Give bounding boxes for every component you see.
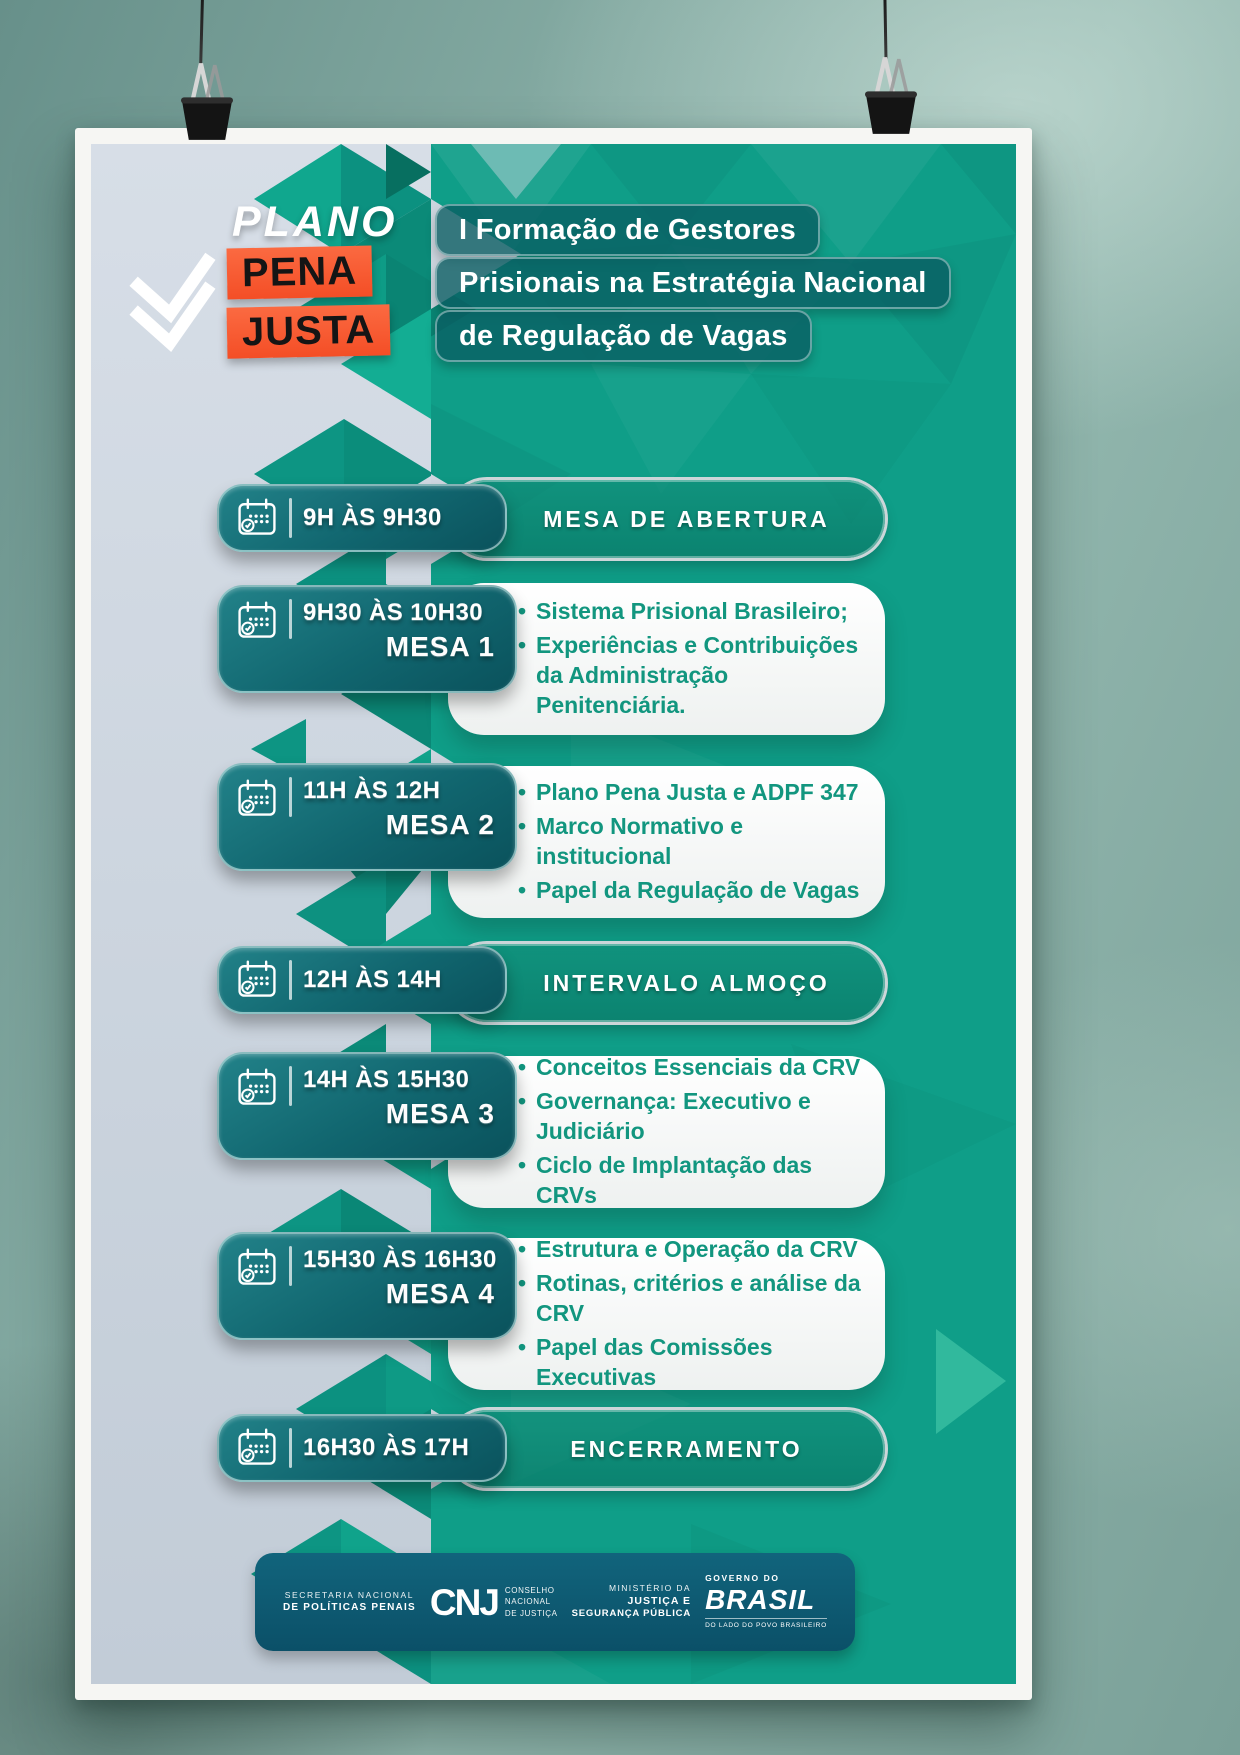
binder-clip-left [168,56,246,144]
session-topic: • Ciclo de Implantação das CRVs [518,1151,867,1211]
ministerio-line2: JUSTIÇA E [627,1594,691,1607]
footer-governo-brasil [705,1574,827,1630]
session-topic: • Plano Pena Justa e ADPF 347 [518,778,867,808]
session-topic: • Marco Normativo e institucional [518,812,867,872]
governo-line1: GOVERNO DO [705,1573,780,1584]
title-line-2: Prisionais na Estratégia Nacional [435,257,951,309]
session-topic: • Estrutura e Operação da CRV [518,1235,867,1265]
footer-secretaria [283,1590,416,1615]
session-topic: • Governança: Executivo e Judiciário [518,1087,867,1147]
pill-divider [289,777,292,817]
footer-cnj-logo [429,1581,558,1623]
cnj-wordmark [505,1585,558,1619]
session-time: 14H ÀS 15H30 [303,1066,470,1093]
cnj-line1: CONSELHO [504,1586,555,1596]
pill-divider [289,960,292,1000]
footer-secretaria-line1: SECRETARIA NACIONAL [284,1589,415,1600]
ministerio-line3: SEGURANÇA PÚBLICA [571,1608,691,1620]
pill-divider [289,599,292,639]
time-pill-6 [217,1232,517,1340]
banner-label: MESA DE ABERTURA [543,505,830,532]
calendar-icon [235,496,279,540]
time-pill-7 [217,1414,507,1482]
logo-pena-box: PENA [226,245,372,299]
session-mesa-label: MESA 2 [385,809,495,840]
governo-tagline: DO LADO DO POVO BRASILEIRO [705,1618,827,1630]
session-time: 12H ÀS 14H [303,966,442,993]
session-topic: • Conceitos Essenciais da CRV [518,1053,867,1083]
cnj-acronym: CNJ [429,1581,498,1623]
logo-plano-text: PLANO [232,198,398,246]
banner-label: ENCERRAMENTO [570,1435,803,1462]
session-time: 11H ÀS 12H [303,777,441,804]
banner-label: INTERVALO ALMOÇO [543,969,830,996]
cnj-line2: NACIONAL [504,1597,551,1607]
title-line-3: de Regulação de Vagas [435,310,812,362]
session-time: 16H30 ÀS 17H [303,1434,470,1461]
cnj-line3: DE JUSTIÇA [504,1608,558,1618]
session-topic: • Experiências e Contribuições da Administração Penitenciária. [518,631,867,721]
pill-divider [289,498,292,538]
session-time: 9H ÀS 9H30 [303,504,442,531]
logo-check-icon [124,244,220,356]
session-banner-abertura [448,480,885,558]
logo-justa-box: JUSTA [226,304,390,358]
pill-divider [289,1066,292,1106]
session-mesa-label: MESA 3 [385,1098,495,1129]
session-topic: • Rotinas, critérios e análise da CRV [518,1269,867,1329]
calendar-icon [235,1426,279,1470]
session-topic: • Papel das Comissões Executivas [518,1333,867,1393]
session-topic: • Sistema Prisional Brasileiro; [518,597,867,627]
footer-ministerio [572,1583,691,1620]
binder-clip-right [852,50,930,138]
pill-divider [289,1428,292,1468]
time-pill-2 [217,585,517,693]
calendar-icon [235,777,279,821]
time-pill-3 [217,763,517,871]
ministerio-line1: MINISTÉRIO DA [609,1583,691,1594]
footer-bar [255,1553,855,1651]
calendar-icon [235,599,279,643]
session-time: 15H30 ÀS 16H30 [303,1246,497,1273]
time-pill-5 [217,1052,517,1160]
session-banner-intervalo [448,944,885,1022]
calendar-icon [235,958,279,1002]
session-banner-encerramento [448,1410,885,1488]
session-time: 9H30 ÀS 10H30 [303,599,483,626]
session-topic: • Papel da Regulação de Vagas [518,876,867,906]
governo-wordmark: BRASIL [705,1584,816,1615]
time-pill-1 [217,484,507,552]
calendar-icon [235,1246,279,1290]
pill-divider [289,1246,292,1286]
footer-secretaria-line2: DE POLÍTICAS PENAIS [283,1601,416,1613]
time-pill-4 [217,946,507,1014]
calendar-icon [235,1066,279,1110]
title-line-1: I Formação de Gestores [435,204,820,256]
session-mesa-label: MESA 1 [385,631,495,662]
session-mesa-label: MESA 4 [385,1278,495,1309]
